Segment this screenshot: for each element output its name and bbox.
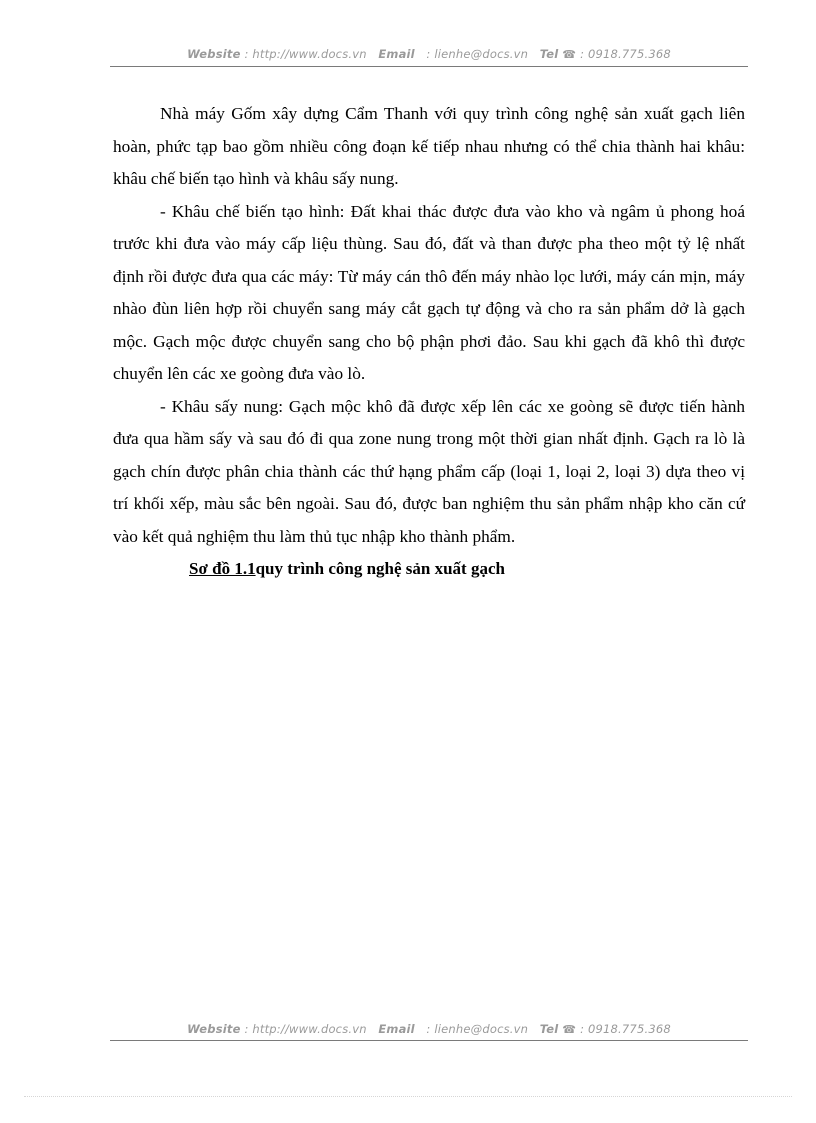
footer-website-link[interactable]: : http://www.docs.vn [244, 1022, 367, 1036]
paragraph-forming-stage: - Khâu chế biến tạo hình: Đất khai thác được đưa vào kho và ngâm ủ phong hoá trước khi đưa vào máy cấp liệu thùng. Sau đó, đất và than được pha theo một tỷ lệ nhất định rồi được đưa qua các máy: Từ máy cán thô đến máy nhào lọc lưới, máy cán mịn, máy nhào đùn liên hợp rồi chuyển sang máy cắt gạch tự động và cho ra sản phẩm dở là gạch mộc. Gạch mộc được chuyển sang cho bộ phận phơi đảo. Sau khi gạch đã khô thì được chuyển lên các xe goòng đưa vào lò. [113, 201, 745, 383]
footer-email-link[interactable]: : lienhe@docs.vn [426, 1022, 529, 1036]
footer-tel-label: Tel [539, 1022, 559, 1036]
footer-email-label: Email [378, 1022, 415, 1036]
header-website-link[interactable]: : http://www.docs.vn [244, 47, 367, 61]
paragraph-firing-stage: - Khâu sấy nung: Gạch mộc khô đã được xếp lên các xe goòng sẽ được tiến hành đưa qua hầm sấy và sau đó đi qua zone nung trong một thời gian nhất định. Gạch ra lò là gạch chín được phân chia thành các thứ hạng phẩm cấp (loại 1, loại 2, loại 3) dựa theo vị trí khối xếp, màu sắc bên ngoài. Sau đó, được ban nghiệm thu sản phẩm nhập kho căn cứ vào kết quả nghiệm thu làm thủ tục nhập kho thành phẩm. [113, 396, 745, 546]
page-footer [110, 1022, 748, 1041]
caption-number: Sơ đồ 1.1 [189, 559, 256, 578]
header-tel-value: : 0918.775.368 [580, 47, 671, 61]
page-bottom-border [24, 1096, 792, 1097]
header-website-label: Website [187, 47, 241, 61]
footer-website-label: Website [187, 1022, 241, 1036]
phone-icon: ☎ [562, 1023, 577, 1036]
figure-caption [113, 553, 745, 586]
document-body [113, 98, 745, 586]
footer-tel-value: : 0918.775.368 [580, 1022, 671, 1036]
caption-text: quy trình công nghệ sản xuất gạch [255, 559, 505, 578]
page-header [110, 47, 748, 67]
paragraph-intro: Nhà máy Gốm xây dựng Cẩm Thanh với quy trình công nghệ sản xuất gạch liên hoàn, phức tạp bao gồm nhiều công đoạn kế tiếp nhau nhưng có thể chia thành hai khâu: khâu chế biến tạo hình và khâu sấy nung. [113, 104, 745, 188]
header-email-link[interactable]: : lienhe@docs.vn [426, 47, 529, 61]
phone-icon: ☎ [562, 48, 577, 61]
header-email-label: Email [378, 47, 415, 61]
header-tel-label: Tel [539, 47, 559, 61]
